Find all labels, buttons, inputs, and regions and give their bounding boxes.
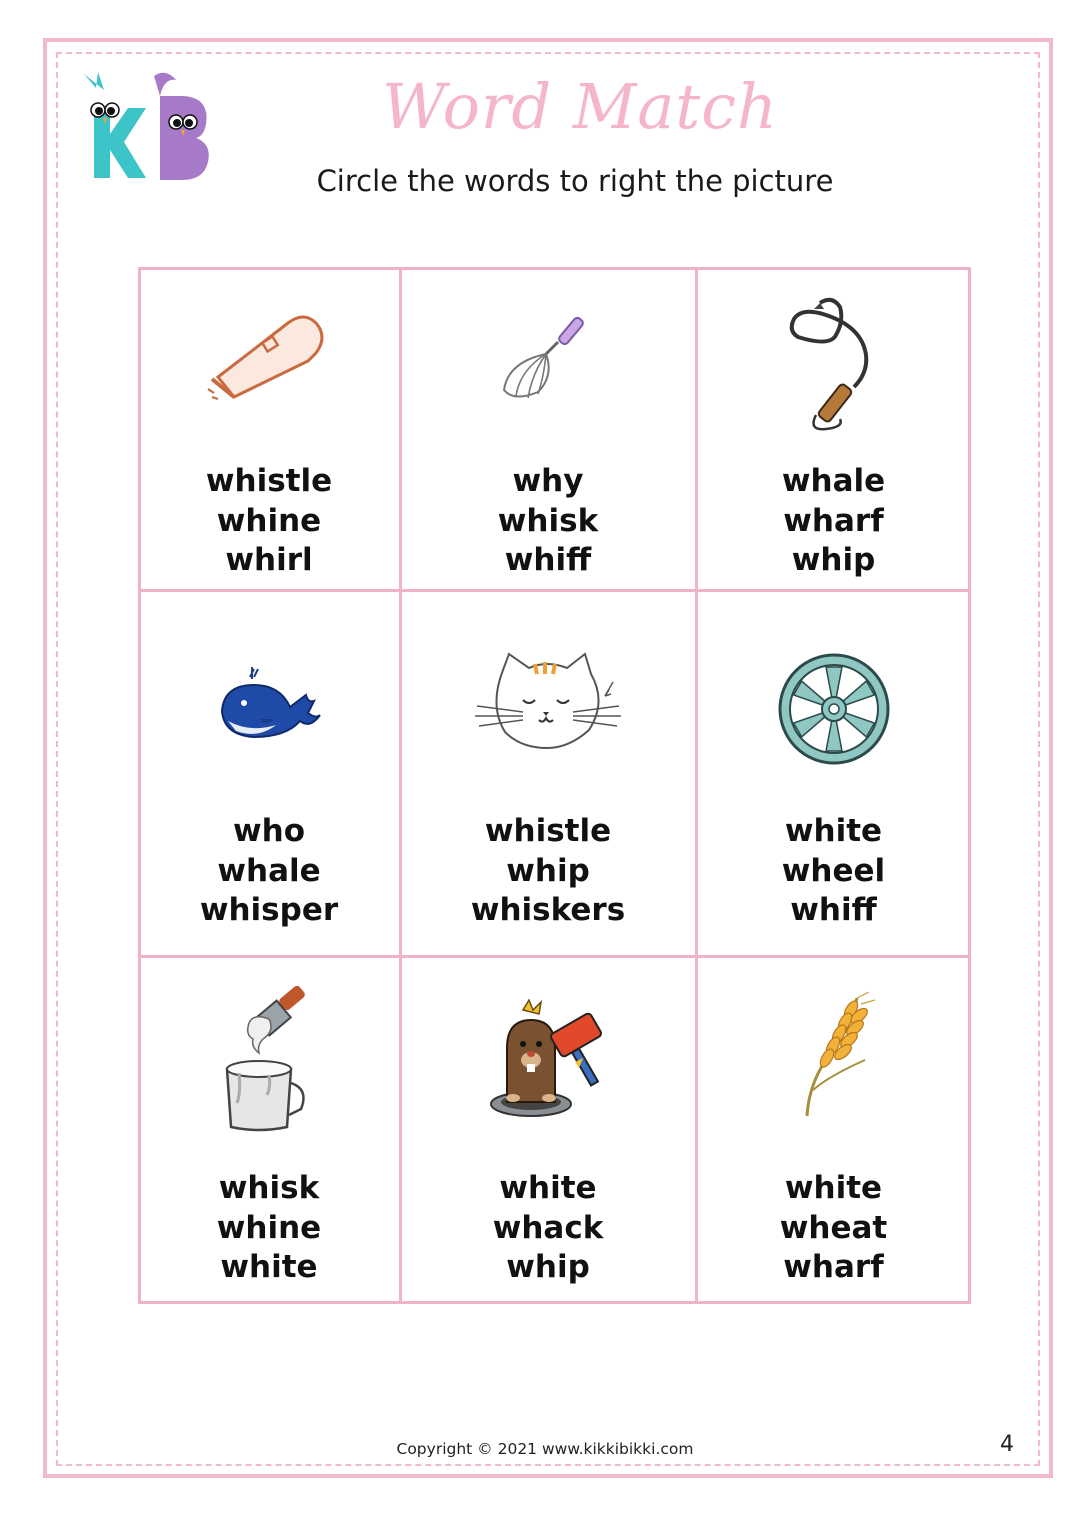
word-choices (138, 1169, 400, 1288)
white-paint-icon (209, 983, 329, 1137)
word-choices (696, 462, 971, 581)
cell-2 (400, 267, 696, 589)
word-option[interactable]: whip (506, 852, 590, 889)
word-option[interactable]: whiff (504, 542, 592, 578)
word-choices (400, 462, 696, 581)
word-option[interactable]: wharf (783, 1249, 884, 1285)
cell-1 (138, 267, 400, 589)
word-choices (400, 812, 696, 931)
word-option[interactable]: whisk (497, 502, 599, 539)
instructions: Circle the words to right the picture (316, 164, 834, 198)
word-option[interactable]: wharf (783, 502, 884, 539)
word-option[interactable]: whip (506, 1249, 590, 1285)
cell-7 (138, 958, 400, 1304)
word-choices (138, 462, 400, 581)
whip-icon (784, 291, 884, 440)
copyright-footer: Copyright © 2021 www.kikkibikki.com (396, 1440, 694, 1458)
word-option[interactable]: whale (781, 463, 886, 499)
word-choices (400, 1169, 696, 1288)
kb-logo (76, 66, 216, 186)
cell-3 (696, 267, 971, 589)
word-option[interactable]: wheat (779, 1209, 888, 1246)
cat-whiskers-icon (473, 652, 623, 756)
whistle-icon (204, 305, 334, 409)
word-option[interactable]: whisper (199, 892, 339, 928)
cell-8 (400, 958, 696, 1304)
whack-a-mole-icon (483, 998, 613, 1122)
whale-icon (214, 667, 324, 746)
word-option[interactable]: whack (492, 1209, 604, 1246)
word-option[interactable]: whistle (484, 813, 612, 849)
word-option[interactable]: white (220, 1249, 318, 1285)
word-option[interactable]: white (784, 813, 883, 849)
word-option[interactable]: white (499, 1170, 597, 1206)
word-option[interactable]: who (232, 813, 305, 849)
word-option[interactable]: whirl (225, 542, 313, 578)
wheel-icon (777, 652, 891, 770)
word-choices (138, 812, 400, 931)
word-option[interactable]: whine (216, 502, 322, 539)
word-option[interactable]: whisk (218, 1170, 320, 1206)
page-number: 4 (1000, 1432, 1014, 1457)
cell-4 (138, 592, 400, 955)
word-option[interactable]: white (784, 1170, 883, 1206)
cell-6 (696, 592, 971, 955)
whisk-icon (498, 312, 598, 408)
cell-9 (696, 958, 971, 1304)
page-title: Word Match (382, 70, 778, 143)
word-option[interactable]: whiskers (470, 892, 626, 928)
word-option[interactable]: whine (216, 1209, 322, 1246)
word-option[interactable]: whiff (790, 892, 877, 928)
word-choices (696, 1169, 971, 1288)
word-match-grid (138, 267, 971, 1304)
word-option[interactable]: wheel (781, 852, 886, 889)
word-option[interactable]: whale (217, 852, 321, 889)
word-option[interactable]: whip (791, 542, 876, 578)
word-option[interactable]: whistle (205, 463, 333, 499)
word-choices (696, 812, 971, 931)
wheat-icon (789, 990, 879, 1124)
word-option[interactable]: why (512, 463, 584, 499)
cell-5 (400, 592, 696, 955)
